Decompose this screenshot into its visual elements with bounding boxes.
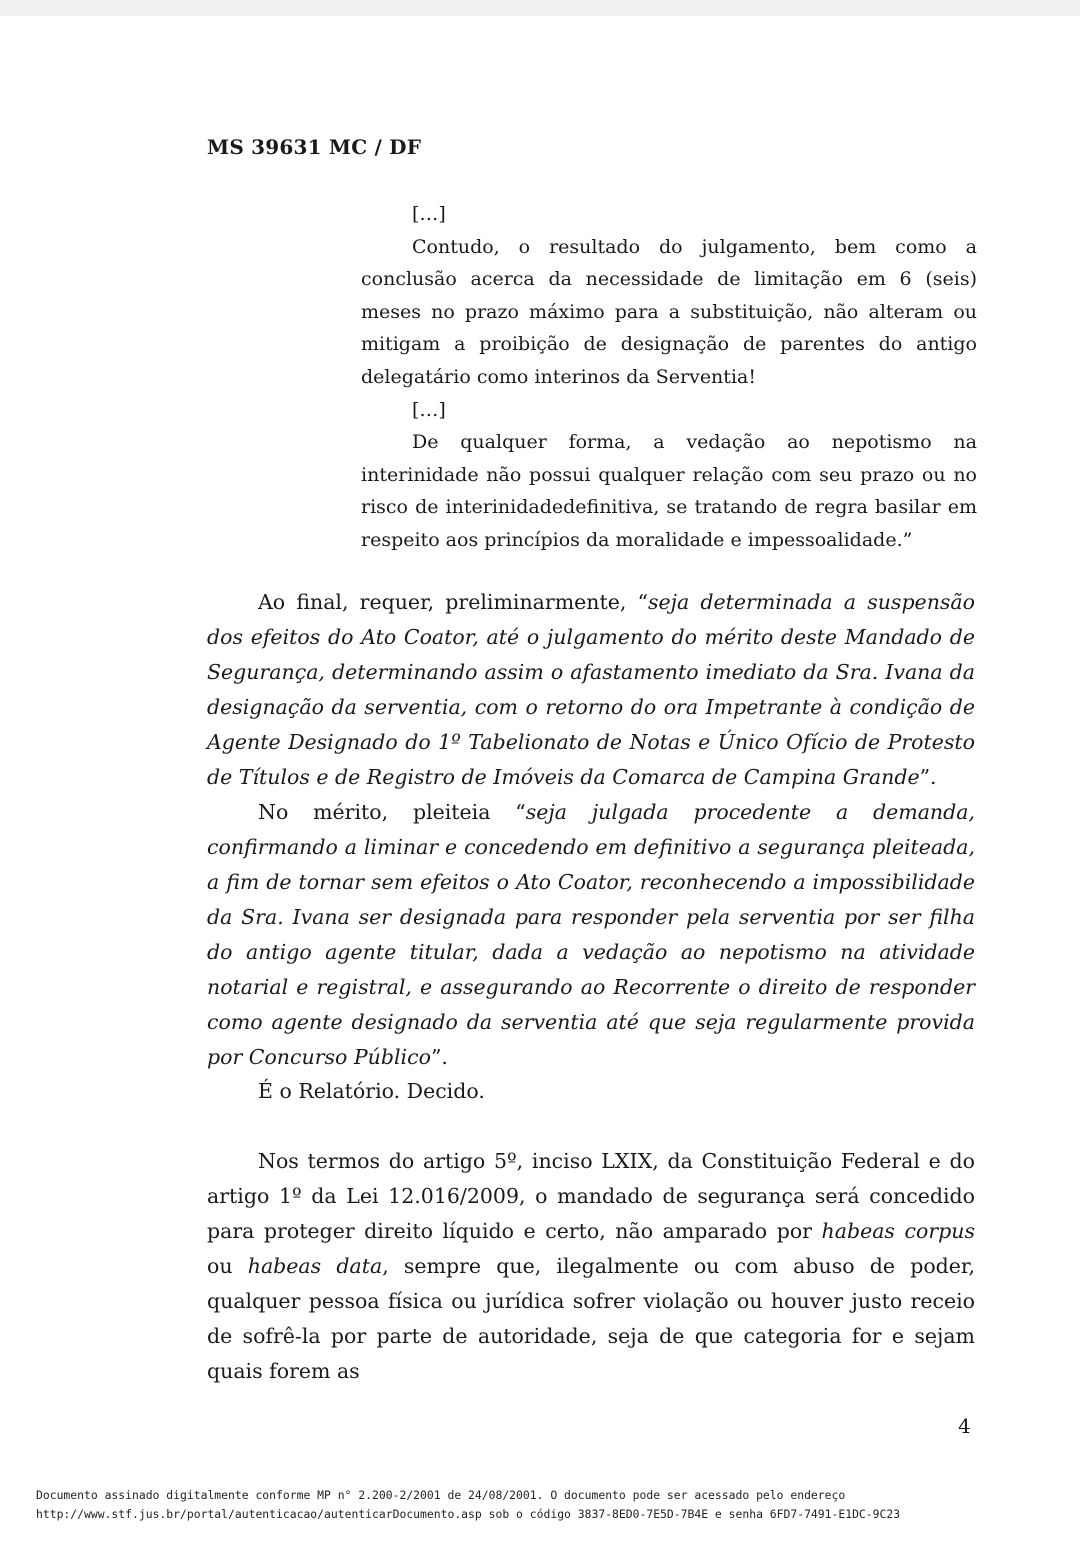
request-paragraphs xyxy=(207,585,975,1075)
preliminary-request-paragraph: Ao final, requer, preliminarmente, “seja determinada a suspensão dos efeitos do Ato Coator, até o julgamento do mérito deste Mandado de Segurança, determinando assim o afastamento imediato da Sra. Ivana da designação da serventia, com o retorno do ora Impetrante à condição de Agente Designado do 1º Tabelionato de Notas e Único Ofício de Protesto de Títulos e de Registro de Imóveis da Comarca de Campina Grande”. xyxy=(207,590,975,789)
quote-paragraph: Contudo, o resultado do julgamento, bem como a conclusão acerca da necessidade de limitação em 6 (seis) meses no prazo máximo para a substituição, não alteram ou mitigam a proibição de designação de parentes do antigo delegatário como interinos da Serventia! xyxy=(361,235,977,388)
top-bar xyxy=(0,0,1080,16)
report-statement xyxy=(207,1074,975,1109)
page-header: MS 39631 MC / DF xyxy=(207,135,422,159)
report-paragraph: É o Relatório. Decido. xyxy=(258,1079,485,1103)
merit-request-paragraph: No mérito, pleiteia “seja julgada procedente a demanda, confirmando a liminar e concedendo em definitivo a segurança pleiteada, a fim de tornar sem efeitos o Ato Coator, reconhecendo a impossibilidade da Sra. Ivana ser designada para responder pela serventia por ser filha do antigo agente titular, dada a vedação ao nepotismo na atividade notarial e registral, e assegurando ao Recorrente o direito de responder como agente designado da serventia até que seja regularmente provida por Concurso Público”. xyxy=(207,800,975,1069)
quote-ellipsis: […] xyxy=(412,203,446,225)
legal-basis-paragraph: Nos termos do artigo 5º, inciso LXIX, da Constituição Federal e do artigo 1º da Lei 12.016/2009, o mandado de segurança será concedido para proteger direito líquido e certo, não amparado por habeas corpus ou habeas data, sempre que, ilegalmente ou com abuso de poder, qualquer pessoa física ou jurídica sofrer violação ou houver justo receio de sofrê-la por parte de autoridade, seja de que categoria for e sejam quais forem as xyxy=(207,1149,975,1383)
footer-line: http://www.stf.jus.br/portal/autenticacao/autenticarDocumento.asp sob o código 3837-8ED0-7E5D-7B4E e senha 6FD7-7491-E1DC-9C23 xyxy=(36,1507,901,1521)
quote-paragraph: De qualquer forma, a vedação ao nepotismo na interinidade não possui qualquer relação com seu prazo ou no risco de interinidadedefinitiva, se tratando de regra basilar em respeito aos princípios da moralidade e impessoalidade.” xyxy=(361,431,977,551)
block-quote xyxy=(361,198,977,557)
footer-line: Documento assinado digitalmente conforme MP n° 2.200-2/2001 de 24/08/2001. O documento pode ser acessado pelo endereço xyxy=(36,1488,846,1502)
page-number: 4 xyxy=(958,1414,971,1438)
quote-ellipsis: […] xyxy=(412,398,446,421)
decision-paragraphs xyxy=(207,1144,975,1389)
digital-signature-footer xyxy=(36,1486,1076,1524)
